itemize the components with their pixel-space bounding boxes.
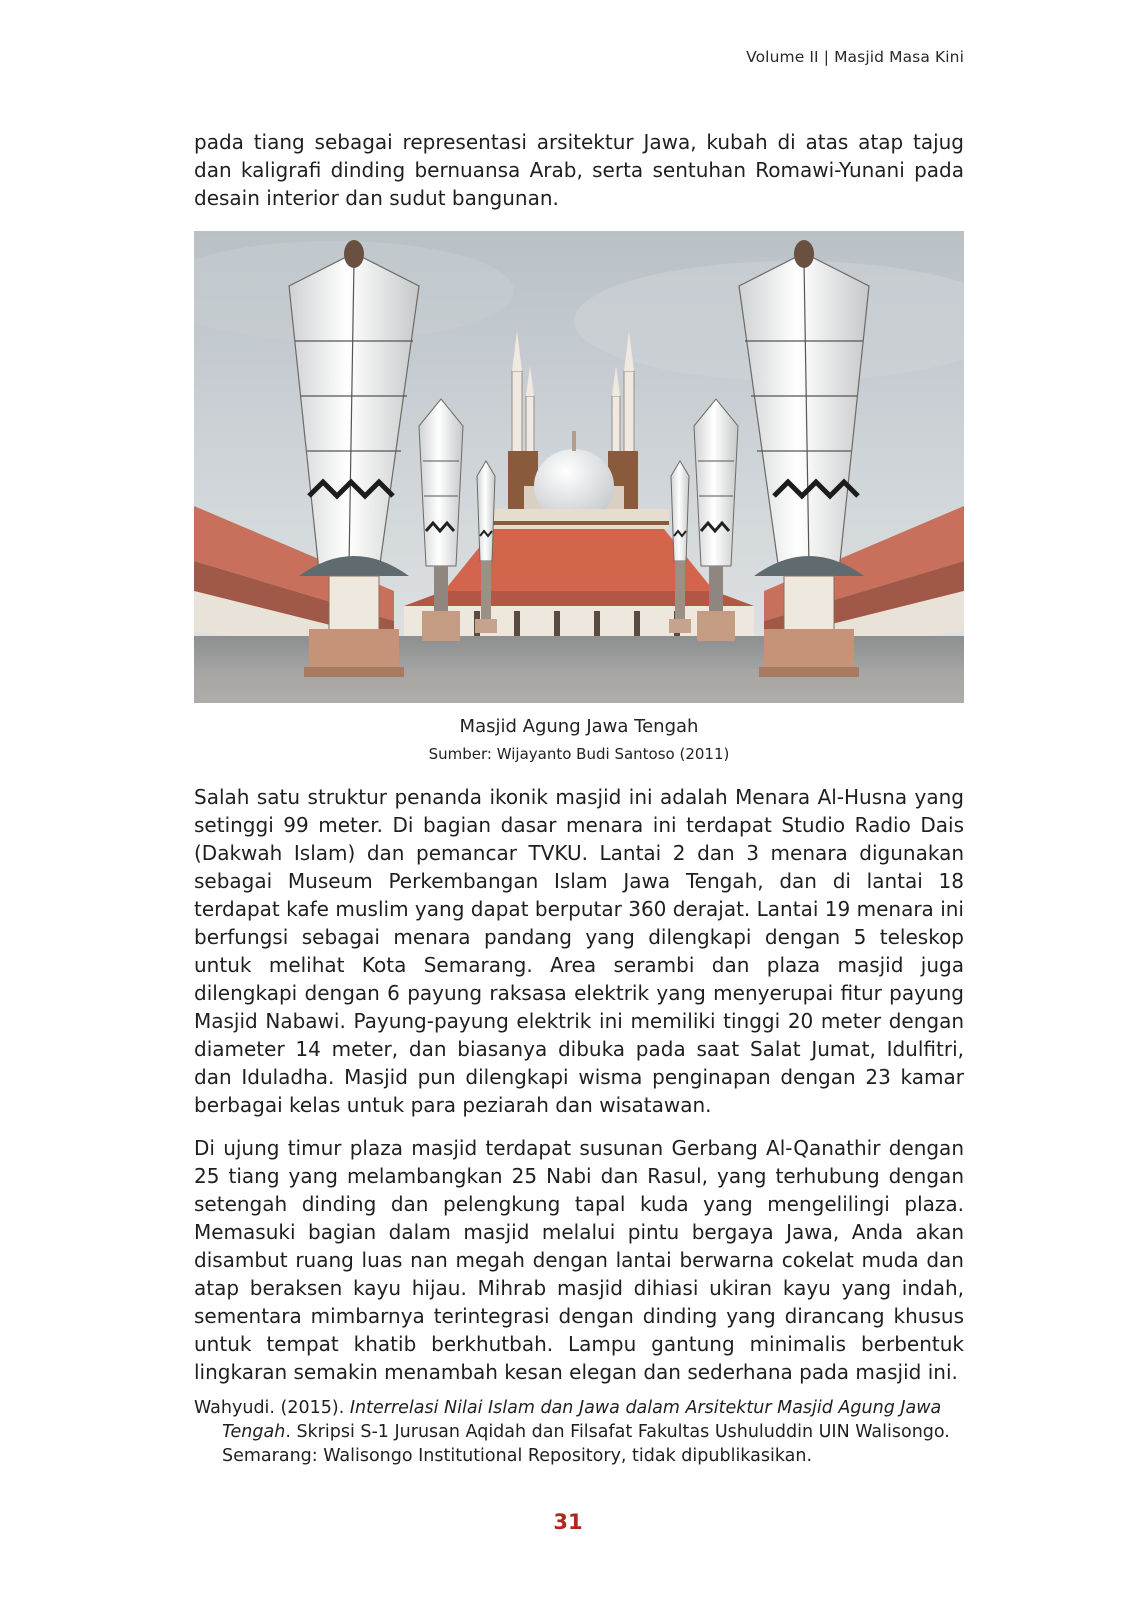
body-paragraph-1: Salah satu struktur penanda ikonik masjid ini adalah Menara Al-Husna yang setinggi 99 meter. Di bagian dasar menara ini terdapat Studio Radio Dais (Dakwah Islam) dan pemancar TVKU. Lantai 2 dan 3 menara digunakan sebagai Museum Perkembangan Islam Jawa Tengah, dan di lantai 18 terdapat kafe muslim yang dapat berputar 360 derajat. Lantai 19 menara ini berfungsi sebagai menara pandang yang dilengkapi dengan 5 teleskop untuk melihat Kota Semarang. Area serambi dan plaza masjid juga dilengkapi dengan 6 payung raksasa elektrik yang menyerupai fitur payung Masjid Nabawi. Payung-payung elektrik ini memiliki tinggi 20 meter dengan diameter 14 meter, dan biasanya dibuka pada saat Salat Jumat, Idulfitri, dan Iduladha. Masjid pun dilengkapi wisma penginapan dengan 23 kamar berbagai kelas untuk para peziarah dan wisatawan. (194, 785, 964, 1117)
body-paragraph-2: Di ujung timur plaza masjid terdapat susunan Gerbang Al-Qanathir dengan 25 tiang yang melambangkan 25 Nabi dan Rasul, yang terhubung dengan setengah dinding dan pelengkung tapal kuda yang mengelilingi plaza. Memasuki bagian dalam masjid melalui pintu bergaya Jawa, Anda akan disambut ruang luas nan megah dengan lantai berwarna cokelat muda dan atap beraksen kayu hijau. Mihrab masjid dihiasi ukiran kayu yang indah, sementara mimbarnya terintegrasi dengan dinding yang dirancang khusus untuk tempat khatib berkhutbah. Lampu gantung minimalis berbentuk lingkaran semakin menambah kesan elegan dan sederhana pada masjid ini. (194, 1136, 964, 1384)
reference-author-year: Wahyudi. (2015). (194, 1398, 345, 1418)
figure-source: Sumber: Wijayanto Budi Santoso (2011) (428, 745, 730, 763)
mosque-photo (194, 231, 964, 703)
reference-entry (194, 1396, 992, 1468)
running-head: Volume II | Masjid Masa Kini (746, 48, 964, 66)
reference-title: Interrelasi Nilai Islam dan Jawa dalam Arsitektur Masjid Agung Jawa Tengah (222, 1398, 942, 1442)
page-number: 31 (553, 1510, 583, 1534)
intro-paragraph: pada tiang sebagai representasi arsitektur Jawa, kubah di atas atap tajug dan kaligrafi dinding bernuansa Arab, serta sentuhan Romawi-Yunani pada desain interior dan sudut bangunan. (194, 130, 964, 210)
figure-caption: Masjid Agung Jawa Tengah (459, 716, 699, 737)
reference-details: . Skripsi S-1 Jurusan Aqidah dan Filsafat Fakultas Ushuluddin UIN Walisongo. Semarang: Walisongo Institutional Repository, tidak dipublikasikan. (222, 1422, 950, 1466)
